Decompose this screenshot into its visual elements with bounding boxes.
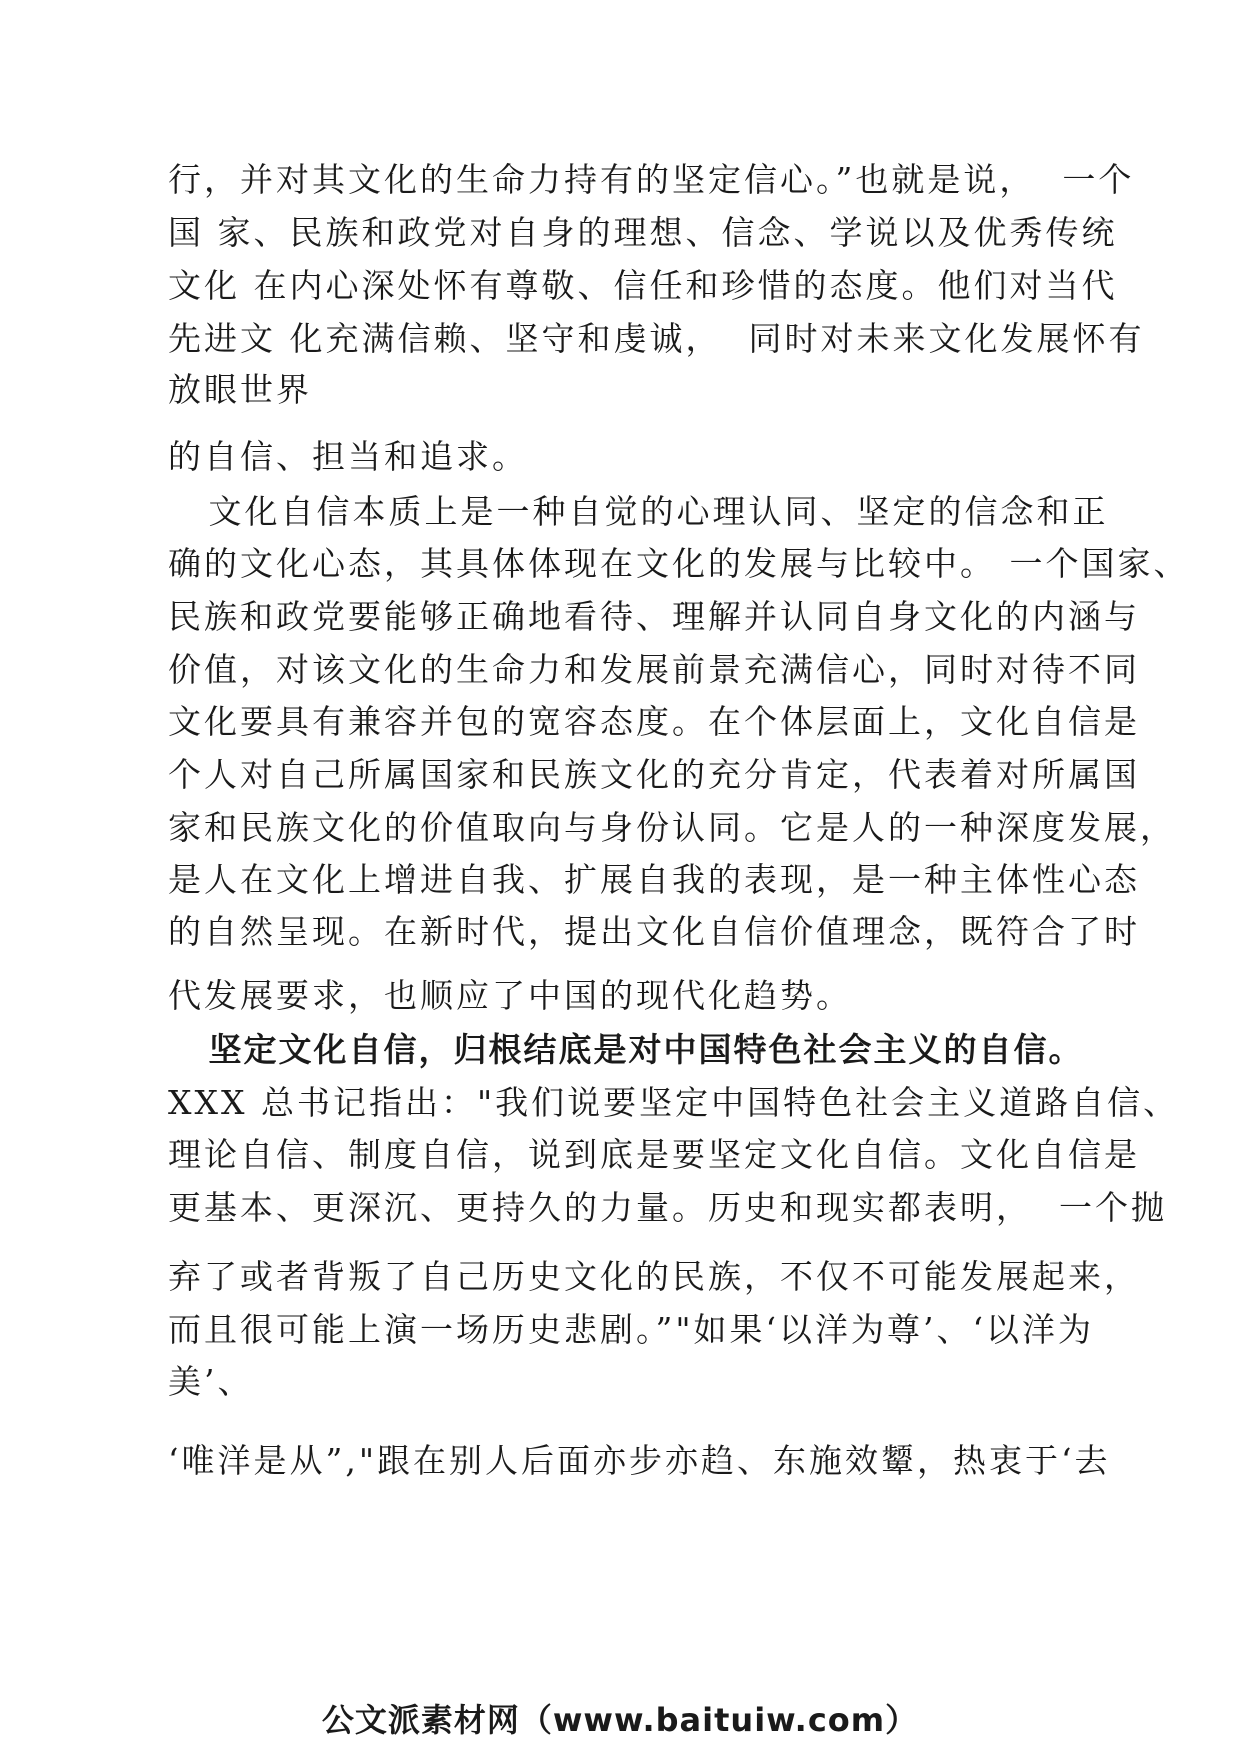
text-line: 的自然呈现。在新时代，提出文化自信价值理念，既符合了时 xyxy=(168,912,1140,951)
text-line: 价值，对该文化的生命力和发展前景充满信心，同时对待不同 xyxy=(168,650,1140,689)
text-line: 文化自信本质上是一种自觉的心理认同、坚定的信念和正 xyxy=(168,492,1109,531)
text-line: ‘唯洋是从”,"跟在别人后面亦步亦趋、东施效颦，热衷于‘去 xyxy=(168,1441,1111,1480)
text-line: 放眼世界 xyxy=(168,370,312,409)
text-line: 国 家、民族和政党对自身的理想、信念、学说以及优秀传统 xyxy=(168,213,1118,252)
text-line: 文化 在内心深处怀有尊敬、信任和珍惜的态度。他们对当代 xyxy=(168,266,1118,305)
text-line: 先进文 化充满信赖、坚守和虔诚， 同时对未来文化发展怀有 xyxy=(168,319,1145,358)
text-line: 确的文化心态，其具体体现在文化的发展与比较中。 一个国家、 xyxy=(168,544,1190,583)
text-line: 民族和政党要能够正确地看待、理解并认同自身文化的内涵与 xyxy=(168,597,1140,636)
text-line: 的自信、担当和追求。 xyxy=(168,437,528,476)
text-line: 个人对自己所属国家和民族文化的充分肯定，代表着对所属国 xyxy=(168,755,1140,794)
text-line: 是人在文化上增进自我、扩展自我的表现，是一种主体性心态 xyxy=(168,860,1140,899)
text-line: 美’、 xyxy=(168,1362,254,1401)
text-line: 而且很可能上演一场历史悲剧。”"如果‘以洋为尊’、‘以洋为 xyxy=(168,1310,1095,1349)
page-footer: 公文派素材网（www.baituiw.com） xyxy=(321,1701,919,1739)
bold-heading-line: 坚定文化自信，归根结底是对中国特色社会主义的自信。 xyxy=(168,1030,1084,1069)
text-line: 弃了或者背叛了自己历史文化的民族，不仅不可能发展起来， xyxy=(168,1257,1140,1296)
text-line: 行，并对其文化的生命力持有的坚定信心。”也就是说， 一个 xyxy=(168,160,1135,199)
text-line: 代发展要求，也顺应了中国的现代化趋势。 xyxy=(168,976,852,1015)
text-line: 文化要具有兼容并包的宽容态度。在个体层面上，文化自信是 xyxy=(168,702,1140,741)
text-line: XXX 总书记指出："我们说要坚定中国特色社会主义道路自信、 xyxy=(168,1083,1180,1122)
text-line: 理论自信、制度自信，说到底是要坚定文化自信。文化自信是 xyxy=(168,1135,1140,1174)
text-line: 更基本、更深沉、更持久的力量。历史和现实都表明， 一个抛 xyxy=(168,1188,1167,1227)
text-line: 家和民族文化的价值取向与身份认同。它是人的一种深度发展， xyxy=(168,808,1176,847)
